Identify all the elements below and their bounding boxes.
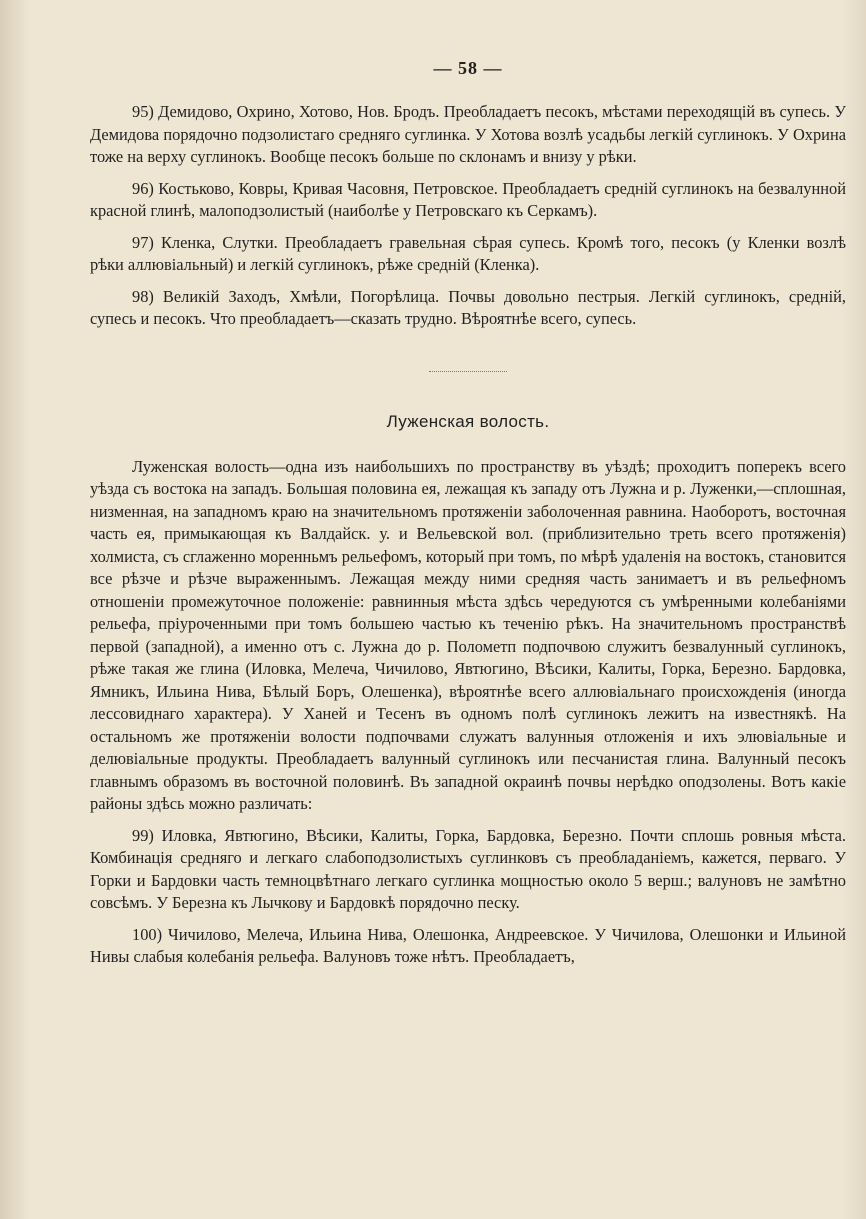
paragraph-intro: Луженская волость—одна изъ наибольшихъ по пространству въ уѣздѣ; проходитъ поперекъ всего уѣзда съ востока на западъ. Большая половина ея, лежащая къ западу отъ Лужна и р. Луженки,—сплошная, низменная, на западномъ краю на значительномъ протяженіи заболоченная равнина. Наоборотъ, восточная часть ея, примыкающая къ Валдайск. у. и Вельевской вол. (приблизительно треть всего протяженія) холмиста, съ сглаженно моренньмъ рельефомъ, который при томъ, по мѣрѣ удаленія на востокъ, становится все рѣзче и рѣзче выраженнымъ. Лежащая между ними средняя часть занимаетъ и въ рельефномъ отношеніи промежуточное положеніе: равнинныя мѣста здѣсь чередуются съ умѣренными колебаніями рельефа, пріуроченными при томъ большею частью къ теченію рѣкъ. На значительномъ пространствѣ первой (западной), а именно отъ с. Лужна до р. Полометп подпочвою служитъ безвалунный суглинокъ, рѣже такая же глина (Иловка, Мелеча, Чичилово, Явтюгино, Вѣсики, Калиты, Горка, Березно. Бардовка, Ямникъ, Ильина Нива, Бѣлый Боръ, Олешенка), вѣроятнѣе всего аллювіальнаго происхожденія (иногда лессовиднаго характера). У Ханей и Тесенъ въ одномъ полѣ суглинокъ лежитъ на известнякѣ. На остальномъ же протяженіи волости подпочвами служатъ валунныя отложенія и ихъ элювіальные и делювіальные продукты. Преобладаетъ валунный суглинокъ или песчанистая глина. Валунный песокъ главнымъ образомъ въ восточной половинѣ. Въ западной окраинѣ почвы нерѣдко оподзолены. Вотъ какіе районы здѣсь можно различать: <box>90 456 846 813</box>
bottom-paragraphs <box>90 456 846 969</box>
paragraph-99: 99) Иловка, Явтюгино, Вѣсики, Калиты, Горка, Бардовка, Березно. Почти сплошь ровныя мѣста. Комбинація средняго и легкаго слабоподзолистыхъ суглинковъ съ преобладаніемъ, кажется, перваго. У Горки и Бардовки часть темноцвѣтнаго легкаго суглинка мощностью около 5 верш.; валуновъ не замѣтно совсѣмъ. У Березна къ Лычкову и Бардовкѣ порядочно песку. <box>90 825 846 912</box>
paragraph-100: 100) Чичилово, Мелеча, Ильина Нива, Олешонка, Андреевское. У Чичилова, Олешонки и Ильиной Нивы слабыя колебанія рельефа. Валуновъ тоже нѣтъ. Преобладаетъ, <box>90 924 846 966</box>
top-paragraphs <box>90 101 846 331</box>
paragraph-97: 97) Кленка, Слутки. Преобладаетъ гравельная сѣрая супесь. Кромѣ того, песокъ (у Кленки возлѣ рѣки аллювіальный) и легкій суглинокъ, рѣже средній (Кленка). <box>90 232 846 274</box>
paragraph-98: 98) Великій Заходъ, Хмѣли, Погорѣлица. Почвы довольно пестрыя. Легкій суглинокъ, средній, супесь и песокъ. Что преобладаетъ—сказать трудно. Вѣроятнѣе всего, супесь. <box>90 286 846 328</box>
paragraph-95: 95) Демидово, Охрино, Хотово, Нов. Бродъ. Преобладаетъ песокъ, мѣстами переходящій въ супесь. У Демидова порядочно подзолистаго средняго суглинка. У Хотова возлѣ усадьбы легкій суглинокъ. У Охрина тоже на верху суглинокъ. Вообще песокъ больше по склонамъ и внизу у рѣки. <box>90 102 846 166</box>
page-number: — 58 — <box>433 58 503 78</box>
section-divider <box>429 363 507 372</box>
section-title: Луженская волость. <box>386 411 550 431</box>
paragraph-96: 96) Костьково, Ковры, Кривая Часовня, Петровское. Преобладаетъ средній суглинокъ на безвалунной красной глинѣ, малоподзолистый (наиболѣе у Петровскаго къ Серкамъ). <box>90 178 846 220</box>
